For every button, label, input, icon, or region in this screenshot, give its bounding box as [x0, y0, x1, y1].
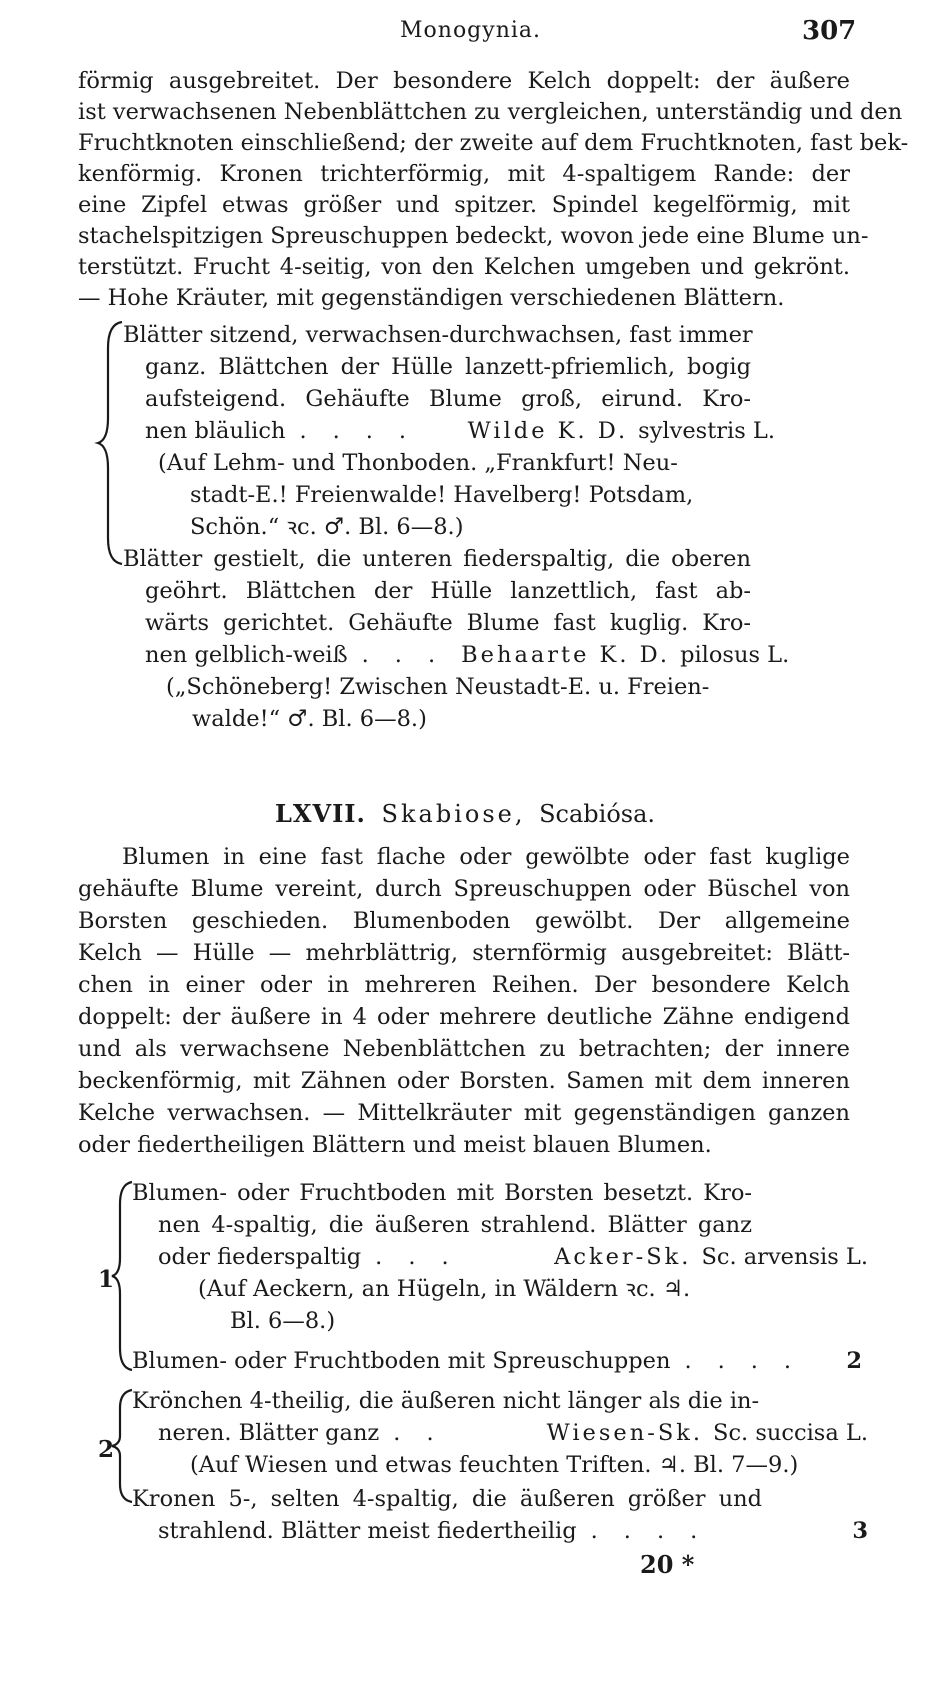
- key-lead-text: wärts gerichtet. Gehäufte Blume fast kuglig. Kro-: [145, 610, 751, 636]
- key-lead-text: Kronen 5-, selten 4-spaltig, die äußeren größer und: [132, 1486, 762, 1512]
- habitat-note: Bl. 6—8.): [230, 1308, 336, 1334]
- dot-leader: ....: [590, 1518, 724, 1544]
- dot-leader: ....: [684, 1348, 818, 1374]
- key-lead-text: ganz. Blättchen der Hülle lanzett-pfriemlich, bogig: [145, 354, 751, 380]
- section-heading: [0, 798, 930, 830]
- key-brace: [96, 318, 126, 568]
- page-number: 307: [802, 16, 857, 46]
- genus-desc-line: und als verwachsene Nebenblättchen zu betrachten; der innere: [78, 1036, 850, 1062]
- genus-desc-line: Kelche verwachsen. — Mittelkräuter mit gegenständigen ganzen: [78, 1100, 850, 1126]
- intro-line: ist verwachsenen Nebenblättchen zu vergleichen, unterständig und den: [78, 99, 903, 125]
- habitat-note: (Auf Lehm- und Thonboden. „Frankfurt! Neu-: [158, 450, 678, 476]
- species-latin-name: pilosus L.: [680, 642, 790, 668]
- key-reference-number: 2: [846, 1348, 862, 1374]
- key-lead-text: Blumen- oder Fruchtboden mit Spreuschuppen: [132, 1348, 671, 1374]
- key-number: 1: [98, 1266, 115, 1293]
- intro-line: Fruchtknoten einschließend; der zweite auf dem Fruchtknoten, fast bek-: [78, 130, 909, 156]
- key-lead-text: Blätter sitzend, verwachsen-durchwachsen, fast immer: [123, 322, 753, 348]
- key-lead-text: geöhrt. Blättchen der Hülle lanzettlich, fast ab-: [145, 578, 751, 604]
- intro-line: kenförmig. Kronen trichterförmig, mit 4-spaltigem Rande: der: [78, 161, 850, 187]
- key-lead-text: Blumen- oder Fruchtboden mit Borsten besetzt. Kro-: [132, 1180, 752, 1206]
- genus-desc-line: chen in einer oder in mehreren Reihen. Der besondere Kelch: [78, 972, 850, 998]
- key-lead-text: Blätter gestielt, die unteren fiederspaltig, die oberen: [123, 546, 751, 572]
- genus-desc-line: Kelch — Hülle — mehrblättrig, sternförmig ausgebreitet: Blätt-: [78, 940, 850, 966]
- running-title: Monogynia.: [400, 18, 542, 43]
- key-lead-text: nen bläulich: [145, 418, 286, 444]
- intro-line: terstützt. Frucht 4-seitig, von den Kelchen umgeben und gekrönt.: [78, 254, 850, 280]
- dot-leader: ..: [393, 1420, 460, 1446]
- key-lead-text: strahlend. Blätter meist fiedertheilig: [158, 1518, 577, 1544]
- section-german-name: Skabiose,: [381, 800, 526, 828]
- key-lead-text: aufsteigend. Gehäufte Blume groß, eirund. Kro-: [145, 386, 751, 412]
- signature-mark: 20 *: [640, 1550, 695, 1579]
- species-entry: [158, 1418, 868, 1448]
- species-latin-name: sylvestris L.: [638, 418, 775, 444]
- genus-desc-line: beckenförmig, mit Zähnen oder Borsten. Samen mit dem inneren: [78, 1068, 850, 1094]
- species-latin-name: Sc. succisa L.: [713, 1420, 868, 1446]
- section-numeral: LXVII.: [274, 799, 366, 828]
- species-entry: [145, 416, 775, 446]
- species-latin-name: Sc. arvensis L.: [701, 1244, 868, 1270]
- species-entry: [145, 640, 790, 670]
- genus-desc-line: oder fiedertheiligen Blättern und meist blauen Blumen.: [78, 1132, 712, 1158]
- key-lead-ref: [158, 1516, 868, 1546]
- dot-leader: ...: [375, 1244, 475, 1270]
- species-common-name: Wilde K. D.: [467, 418, 629, 444]
- habitat-note: Schön.“ ꝛc. ♂. Bl. 6—8.): [190, 514, 464, 540]
- key-number: 2: [98, 1436, 115, 1463]
- page-header: [0, 18, 930, 48]
- key-lead-text: Krönchen 4-theilig, die äußeren nicht länger als die in-: [132, 1388, 760, 1414]
- intro-line: förmig ausgebreitet. Der besondere Kelch doppelt: der äußere: [78, 68, 850, 94]
- dot-leader: ...: [361, 642, 462, 668]
- intro-line: — Hohe Kräuter, mit gegenständigen verschiedenen Blättern.: [78, 285, 785, 311]
- key-lead-text: nen gelblich-weiß: [145, 642, 348, 668]
- dot-leader: ....: [299, 418, 433, 444]
- genus-desc-line: gehäufte Blume vereint, durch Spreuschuppen oder Büschel von: [78, 876, 850, 902]
- habitat-note: (Auf Wiesen und etwas feuchten Triften. ♃. Bl. 7—9.): [190, 1452, 799, 1478]
- habitat-note: stadt-E.! Freienwalde! Havelberg! Potsdam,: [190, 482, 694, 508]
- species-common-name: Wiesen-Sk.: [546, 1420, 704, 1446]
- key-lead-text: nen 4-spaltig, die äußeren strahlend. Blätter ganz: [158, 1212, 752, 1238]
- section-latin-name: Scabiósa.: [539, 800, 656, 828]
- key-lead-ref: [132, 1346, 862, 1376]
- species-common-name: Behaarte K. D.: [461, 642, 671, 668]
- habitat-note: walde!“ ♂. Bl. 6—8.): [192, 706, 427, 732]
- species-entry: [158, 1242, 868, 1272]
- intro-line: stachelspitzigen Spreuschuppen bedeckt, wovon jede eine Blume un-: [78, 223, 869, 249]
- key-reference-number: 3: [852, 1518, 868, 1544]
- genus-desc-line: Blumen in eine fast flache oder gewölbte oder fast kuglige: [122, 844, 850, 870]
- species-common-name: Acker-Sk.: [554, 1244, 692, 1270]
- genus-desc-line: doppelt: der äußere in 4 oder mehrere deutliche Zähne endigend: [78, 1004, 850, 1030]
- intro-line: eine Zipfel etwas größer und spitzer. Spindel kegelförmig, mit: [78, 192, 850, 218]
- key-lead-text: neren. Blätter ganz: [158, 1420, 380, 1446]
- habitat-note: („Schöneberg! Zwischen Neustadt-E. u. Freien-: [166, 674, 710, 700]
- habitat-note: (Auf Aeckern, an Hügeln, in Wäldern ꝛc. ♃.: [198, 1276, 691, 1302]
- genus-desc-line: Borsten geschieden. Blumenboden gewölbt. Der allgemeine: [78, 908, 850, 934]
- key-lead-text: oder fiederspaltig: [158, 1244, 362, 1270]
